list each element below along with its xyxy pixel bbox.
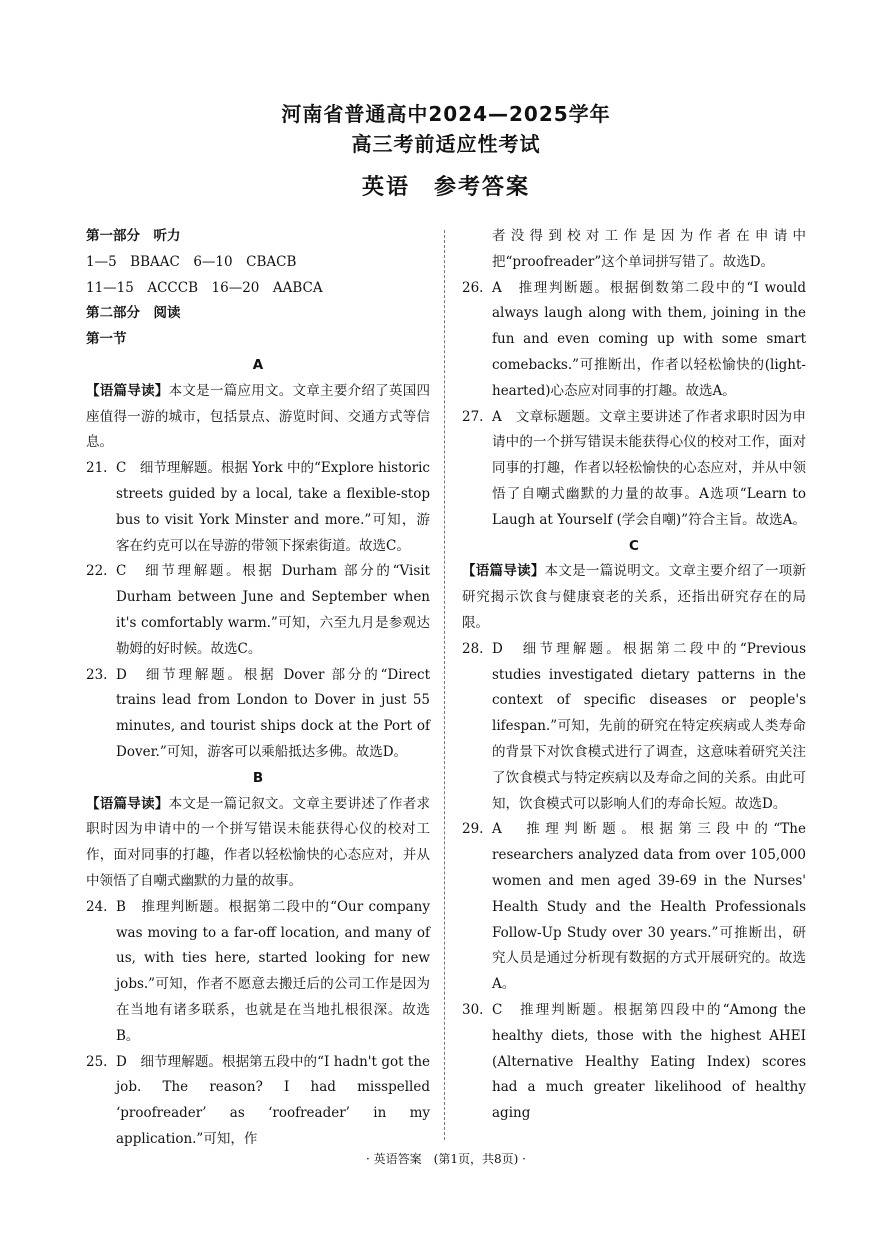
- answer-key-title: 英语 参考答案: [361, 175, 530, 200]
- exam-subtitle: 高三考前适应性考试: [351, 132, 541, 156]
- answer-26: [462, 276, 806, 405]
- answer-text: B 推理判断题。根据第二段中的“Our company was moving to a far-off location, and many of us, with ties here, started looking for new jobs.”可知，作者不愿意去搬迁后的公司工作是因为在当地有诸多联系，也就是在当地扎根很深。故选B。: [116, 898, 430, 1044]
- answer-text: A 推理判断题。根据倒数第二段中的“I would always laugh along with them, joining in the fun and even coming up with some smart comebacks.”可推断出，作者以轻松愉快的(light-hearted)心态应对同事的打趣。故选A。: [492, 279, 806, 399]
- answer-29: [462, 817, 806, 998]
- guide-c: [462, 559, 806, 636]
- question-number: 26.: [462, 279, 484, 296]
- guide-a: [86, 379, 430, 456]
- part1-heading: 第一部分 听力: [86, 228, 181, 244]
- question-number: 30.: [462, 1001, 484, 1018]
- answers-1-10: 1—5 BBAAC 6—10 CBACB: [86, 253, 297, 270]
- answer-text: C 细节理解题。根据 York 中的“Explore historic streets guided by a local, take a flexible-stop bus to visit York Minster and more.”可知，游客在约克可以在导游的带领下探索街道。故选C。: [116, 460, 430, 554]
- answers-11-20: 11—15 ACCCB 16—20 AABCA: [86, 279, 323, 296]
- question-number: 27.: [462, 408, 484, 425]
- question-number: 24.: [86, 898, 108, 915]
- question-number: 22.: [86, 563, 108, 580]
- answer-21: [86, 456, 430, 559]
- passage-b-heading: B: [252, 769, 264, 786]
- answer-text: D 细节理解题。根据第五段中的“I hadn't got the job. The reason? I had misspelled ‘proofreader’ as ‘roofreader’ in my application.”可知，作: [116, 1053, 430, 1147]
- answer-text: C 推理判断题。根据第四段中的“Among the healthy diets, those with the highest AHEI (Alternative Healthy Eating Index) scores had a much greater likelihood of healthy aging: [492, 1001, 806, 1122]
- guide-label: 【语篇导读】: [462, 563, 545, 580]
- answer-text: D 细节理解题。根据 Dover 部分的“Direct trains lead from London to Dover in just 55 minutes, and tourist ships dock at the Port of Dover.”可知，游客可以乘船抵达多佛。故选D。: [116, 666, 430, 760]
- section1-heading: 第一节: [86, 331, 127, 348]
- answer-text: C 细节理解题。根据 Durham 部分的“Visit Durham between June and September when it's comfortably warm.”可知，六至九月是参观达勒姆的好时候。故选C。: [116, 563, 430, 657]
- answer-24: [86, 895, 430, 1050]
- guide-label: 【语篇导读】: [86, 382, 169, 399]
- guide-a-text: 本文是一篇应用文。文章主要介绍了英国四座值得一游的城市，包括景点、游览时间、交通方式等信息。: [86, 382, 430, 451]
- answer-text: D 细节理解题。根据第二段中的“Previous studies investigated dietary patterns in the context of specific diseases or people's lifespan.”可知，先前的研究在特定疾病或人类寿命的背景下对饮食模式进行了调查，这意味着研究关注了饮食模式与特定疾病以及寿命之间的关系。由此可知，饮食模式可以影响人们的寿命长短。故选D。: [492, 640, 806, 812]
- answer-23: [86, 663, 430, 766]
- answer-28: [462, 637, 806, 818]
- passage-a-heading: A: [252, 356, 264, 373]
- question-number: 23.: [86, 666, 108, 683]
- column-divider: [444, 230, 445, 1140]
- answer-22: [86, 559, 430, 662]
- guide-b: [86, 792, 430, 895]
- answer-27: [462, 405, 806, 534]
- answer-25-continued: 者没得到校对工作是因为作者在申请中把“proofreader”这个单词拼写错了。故选D。: [492, 228, 806, 270]
- answer-25: [86, 1050, 430, 1153]
- question-number: 25.: [86, 1053, 108, 1070]
- left-column: [86, 224, 430, 1153]
- answer-text: A 文章标题题。文章主要讲述了作者求职时因为申请中的一个拼写错误未能获得心仪的校对工作，面对同事的打趣，作者以轻松愉快的心态应对，并从中领悟了自嘲式幽默的力量的故事。A选项“Learn to Laugh at Yourself (学会自嘲)”符合主旨。故选A。: [492, 408, 806, 528]
- passage-c-heading: C: [629, 537, 639, 554]
- answer-30: [462, 998, 806, 1127]
- guide-b-text: 本文是一篇记叙文。文章主要讲述了作者求职时因为申请中的一个拼写错误未能获得心仪的校对工作，面对同事的打趣，作者以轻松愉快的心态应对，并从中领悟了自嘲式幽默的力量的故事。: [86, 795, 430, 889]
- part2-heading: 第二部分 阅读: [86, 305, 181, 322]
- guide-c-text: 本文是一篇说明文。文章主要介绍了一项新研究揭示饮食与健康衰老的关系，还指出研究存在的局限。: [462, 563, 806, 631]
- right-column: [462, 224, 806, 1127]
- guide-label: 【语篇导读】: [86, 795, 169, 812]
- exam-title: 河南省普通高中2024—2025学年: [281, 102, 611, 126]
- question-number: 21.: [86, 460, 108, 477]
- page-footer: · 英语答案 (第1页，共8页) ·: [366, 1152, 526, 1166]
- answer-text: A 推理判断题。根据第三段中的“The researchers analyzed data from over 105,000 women and men aged 39-69 in the Nurses' Health Study and the Health Professionals Follow-Up Study over 30 years.”可推断出，研究人员是通过分析现有数据的方式开展研究的。故选A。: [492, 821, 806, 993]
- question-number: 29.: [462, 821, 484, 838]
- question-number: 28.: [462, 640, 484, 657]
